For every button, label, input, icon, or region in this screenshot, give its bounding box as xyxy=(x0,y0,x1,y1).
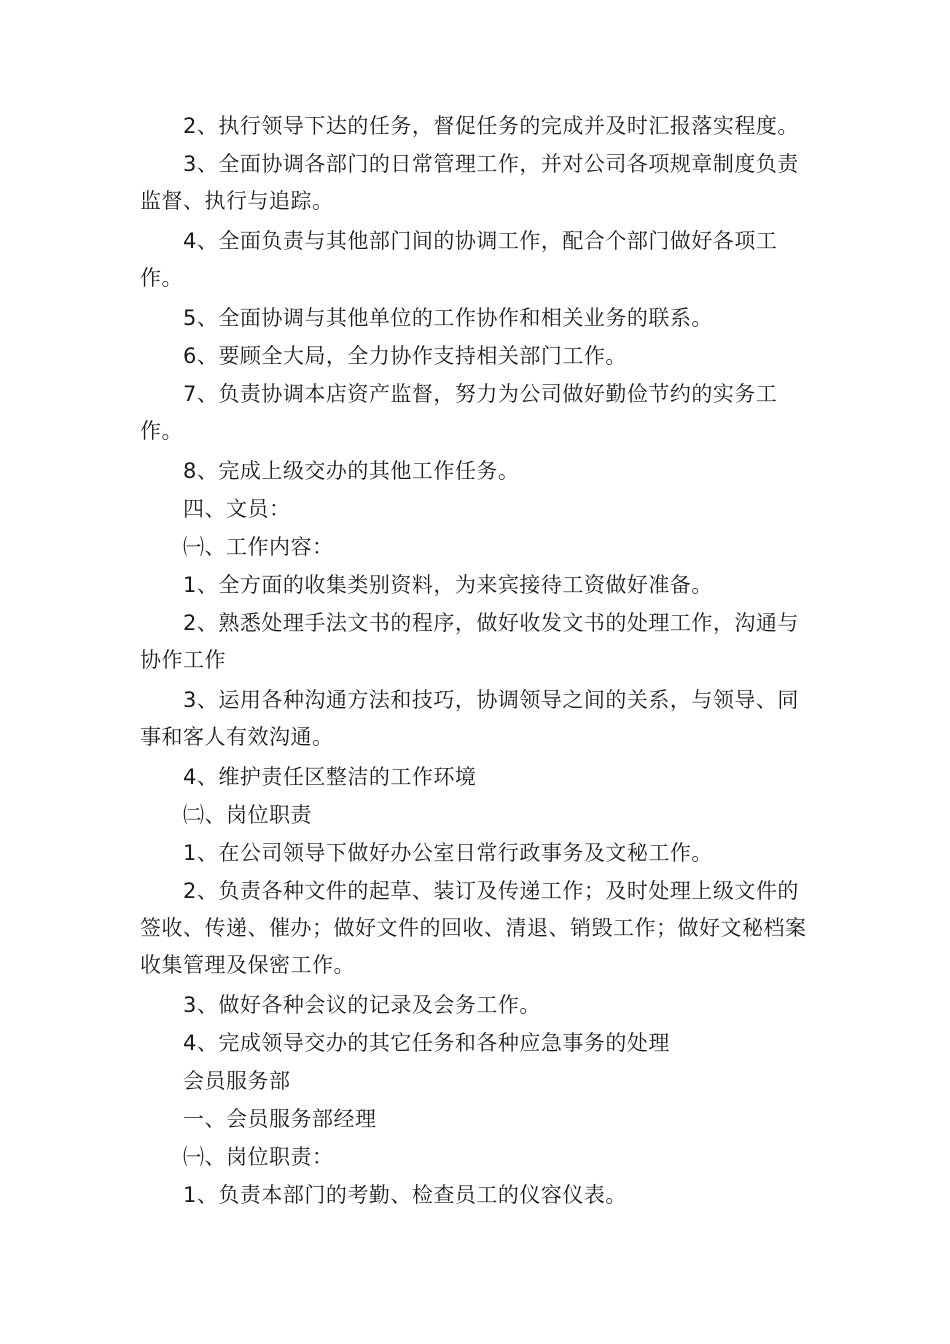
paragraph: 2、熟悉处理手法文书的程序，做好收发文书的处理工作，沟通与协作工作 xyxy=(140,611,799,672)
subsection-heading: ㈡、岗位职责 xyxy=(183,803,312,827)
paragraph: 1、在公司领导下做好办公室日常行政事务及文秘工作。 xyxy=(183,841,713,865)
paragraph: 6、要顾全大局，全力协作支持相关部门工作。 xyxy=(183,344,627,368)
subsection-heading: ㈠、岗位职责： xyxy=(183,1145,334,1169)
subsection-heading: ㈠、工作内容： xyxy=(183,535,334,559)
paragraph: 3、全面协调各部门的日常管理工作，并对公司各项规章制度负责监督、执行与追踪。 xyxy=(140,152,799,213)
paragraph: 8、完成上级交办的其他工作任务。 xyxy=(183,459,520,483)
section-heading: 一、会员服务部经理 xyxy=(183,1107,377,1131)
document-body xyxy=(140,108,812,1215)
paragraph: 3、运用各种沟通方法和技巧，协调领导之间的关系，与领导、同事和客人有效沟通。 xyxy=(140,688,799,749)
section-heading: 四、文员： xyxy=(183,497,291,521)
paragraph: 7、负责协调本店资产监督，努力为公司做好勤俭节约的实务工作。 xyxy=(140,382,778,443)
paragraph: 1、全方面的收集类别资料，为来宾接待工资做好准备。 xyxy=(183,573,713,597)
paragraph: 2、执行领导下达的任务，督促任务的完成并及时汇报落实程度。 xyxy=(183,114,799,138)
paragraph: 2、负责各种文件的起草、装订及传递工作；及时处理上级文件的签收、传递、催办；做好文件的回收、清退、销毁工作；做好文秘档案收集管理及保密工作。 xyxy=(140,879,807,977)
paragraph: 3、做好各种会议的记录及会务工作。 xyxy=(183,993,541,1017)
paragraph: 1、负责本部门的考勤、检查员工的仪容仪表。 xyxy=(183,1183,627,1207)
department-heading: 会员服务部 xyxy=(183,1069,291,1093)
paragraph: 5、全面协调与其他单位的工作协作和相关业务的联系。 xyxy=(183,306,713,330)
paragraph: 4、完成领导交办的其它任务和各种应急事务的处理 xyxy=(183,1031,670,1055)
paragraph: 4、全面负责与其他部门间的协调工作，配合个部门做好各项工作。 xyxy=(140,229,778,290)
paragraph: 4、维护责任区整洁的工作环境 xyxy=(183,765,477,789)
